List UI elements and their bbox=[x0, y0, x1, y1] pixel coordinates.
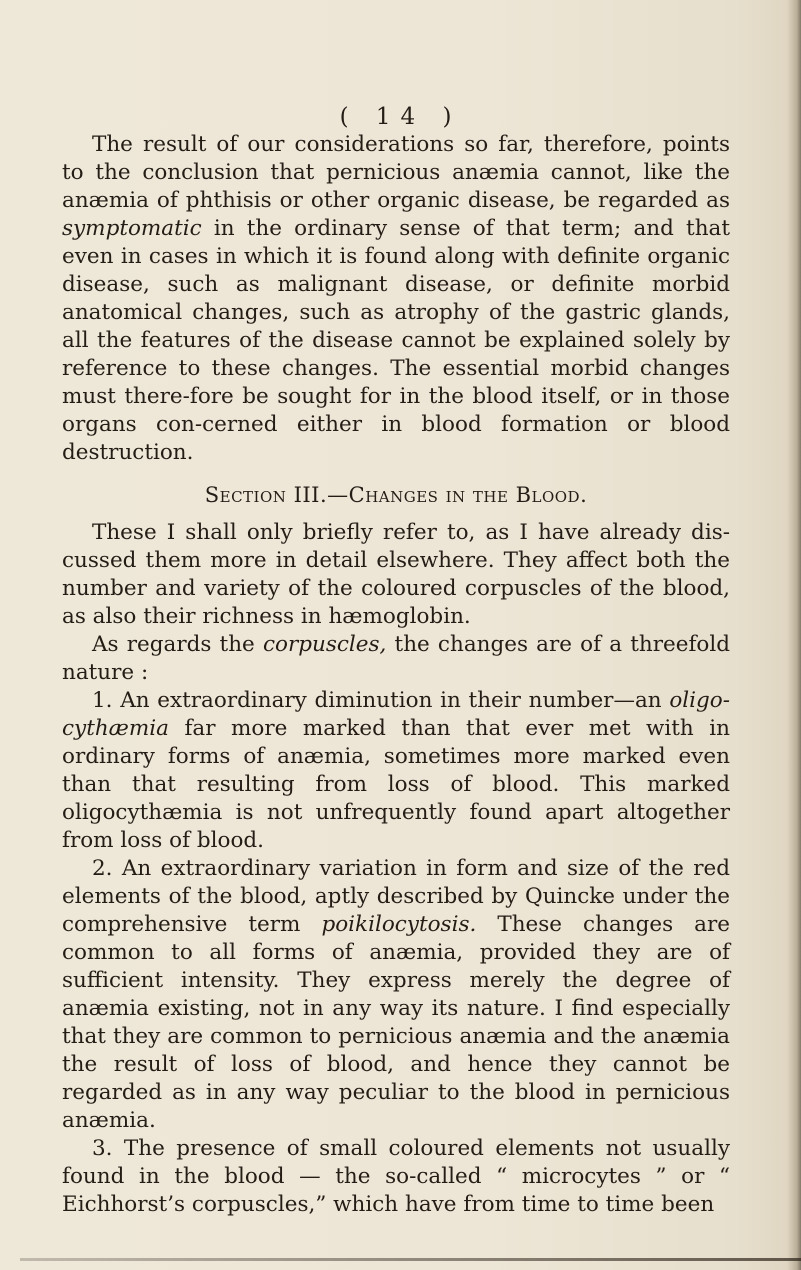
page-edge-shadow bbox=[787, 0, 801, 1270]
emphasis-oligocythaemia: oligo-cythæmia bbox=[62, 688, 730, 741]
body-text bbox=[62, 131, 730, 1219]
paragraph-intro-changes: These I shall only briefly refer to, as I have already dis-cussed them more in detail elsewhere. They affect both the number and variety of the coloured corpuscles of the blood, as also their richness in hæmoglobin. bbox=[62, 520, 730, 629]
emphasis-poikilocytosis: poikilocytosis. bbox=[321, 912, 477, 937]
section-heading: Section III.—Changes in the Blood. bbox=[204, 483, 588, 507]
emphasis-corpuscles: corpuscles, bbox=[262, 632, 387, 657]
page-number: ( 14 ) bbox=[339, 104, 462, 130]
bottom-edge-line bbox=[20, 1258, 801, 1261]
paragraph-item-3: 3. The presence of small coloured elements not usually found in the blood — the so-called “ microcytes ” or “ Eichhorst’s corpuscles,” which have from time to time been bbox=[62, 1136, 730, 1217]
paragraph-item-2: 2. An extraordinary variation in form and size of the red elements of the blood, aptly described by Quincke under the comprehensive term poikilocytosis. These changes are common to all forms of anæmia, provided they are of sufficient intensity. They express merely the degree of anæmia existing, not in any way its nature. I find especially that they are common to pernicious anæmia and the anæmia the result of loss of blood, and hence they cannot be regarded as in any way peculiar to the blood in pernicious anæmia. bbox=[62, 856, 730, 1133]
paragraph-item-1: 1. An extraordinary diminution in their number—an oligo-cythæmia far more marked than that ever met with in ordinary forms of anæmia, sometimes more marked even than that resulting from loss of blood. This marked oligocythæmia is not unfrequently found apart altogether from loss of blood. bbox=[62, 688, 730, 853]
paragraph-corpuscles: As regards the corpuscles, the changes are of a threefold nature : bbox=[62, 632, 730, 685]
emphasis-symptomatic: symptomatic bbox=[62, 216, 202, 241]
paragraph-conclusion: The result of our considerations so far, therefore, points to the conclusion that pernicious anæmia cannot, like the anæmia of phthisis or other organic disease, be regarded as symptomatic in the ordinary sense of that term; and that even in cases in which it is found along with definite organic disease, such as malignant disease, or definite morbid anatomical changes, such as atrophy of the gastric glands, all the features of the disease cannot be explained solely by reference to these changes. The essential morbid changes must there-fore be sought for in the blood itself, or in those organs con-cerned either in blood formation or blood destruction. bbox=[62, 132, 730, 465]
